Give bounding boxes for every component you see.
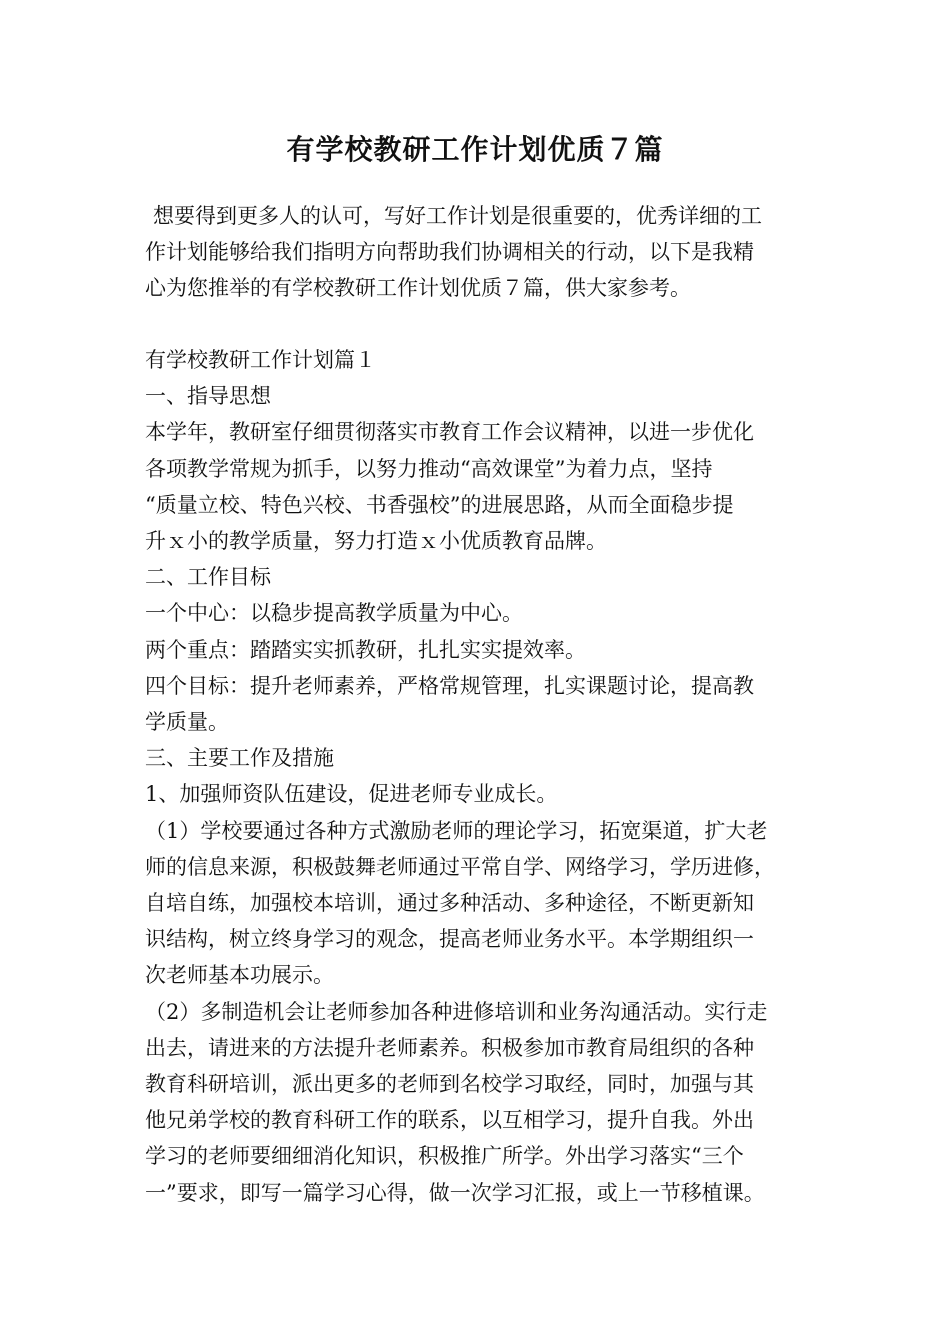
intro-paragraph [145, 198, 815, 306]
body-line: （1）学校要通过各种方式激励老师的理论学习，拓宽渠道，扩大老 [145, 818, 768, 843]
body-line: 本学年，教研室仔细贯彻落实市教育工作会议精神，以进一步优化 [145, 420, 754, 445]
body-line: 一个中心：以稳步提高教学质量为中心。 [145, 601, 523, 626]
section-heading: 三、主要工作及措施 [145, 746, 334, 771]
body-line: 次老师基本功展示。 [145, 963, 334, 988]
body-line: 一”要求，即写一篇学习心得，做一次学习汇报，或上一节移植课。 [145, 1180, 765, 1205]
intro-line: 心为您推举的有学校教研工作计划优质７篇，供大家参考。 [145, 276, 691, 300]
body-line: 四个目标：提升老师素养，严格常规管理，扎实课题讨论，提高教 [145, 673, 754, 698]
section-heading: 二、工作目标 [145, 565, 271, 590]
document-title: 有学校教研工作计划优质７篇 [286, 133, 664, 166]
body-line: 升ｘ小的教学质量，努力打造ｘ小优质教育品牌。 [145, 529, 607, 554]
body-line: 学质量。 [145, 710, 229, 735]
body-line: 他兄弟学校的教育科研工作的联系，以互相学习，提升自我。外出 [145, 1108, 754, 1133]
body-line: 自培自练，加强校本培训，通过多种活动、多种途径，不断更新知 [145, 891, 754, 916]
section-heading: 一、指导思想 [145, 384, 271, 409]
intro-line: 作计划能够给我们指明方向帮助我们协调相关的行动，以下是我精 [145, 240, 754, 264]
body-line: 1、加强师资队伍建设，促进老师专业成长。 [145, 782, 558, 807]
intro-line: 想要得到更多人的认可，写好工作计划是很重要的，优秀详细的工 [153, 204, 762, 228]
body-line: 师的信息来源，积极鼓舞老师通过平常自学、网络学习，学历进修， [145, 854, 775, 879]
body-line: “质量立校、特色兴校、书香强校”的进展思路，从而全面稳步提 [145, 492, 734, 517]
section-heading: 有学校教研工作计划篇１ [145, 348, 376, 372]
body-line: 两个重点：踏踏实实抓教研，扎扎实实提效率。 [145, 637, 586, 662]
body-line: 识结构，树立终身学习的观念，提高老师业务水平。本学期组织一 [145, 927, 754, 952]
body-line: 学习的老师要细细消化知识，积极推广所学。外出学习落实“三个 [145, 1144, 744, 1169]
body-line: 各项教学常规为抓手，以努力推动“高效课堂”为着力点，坚持 [145, 456, 713, 481]
body-line: 教育科研培训，派出更多的老师到名校学习取经，同时，加强与其 [145, 1072, 754, 1097]
document-body [145, 342, 825, 1211]
body-line: 出去，请进来的方法提升老师素养。积极参加市教育局组织的各种 [145, 1035, 754, 1060]
body-line: （2）多制造机会让老师参加各种进修培训和业务沟通活动。实行走 [145, 999, 768, 1024]
